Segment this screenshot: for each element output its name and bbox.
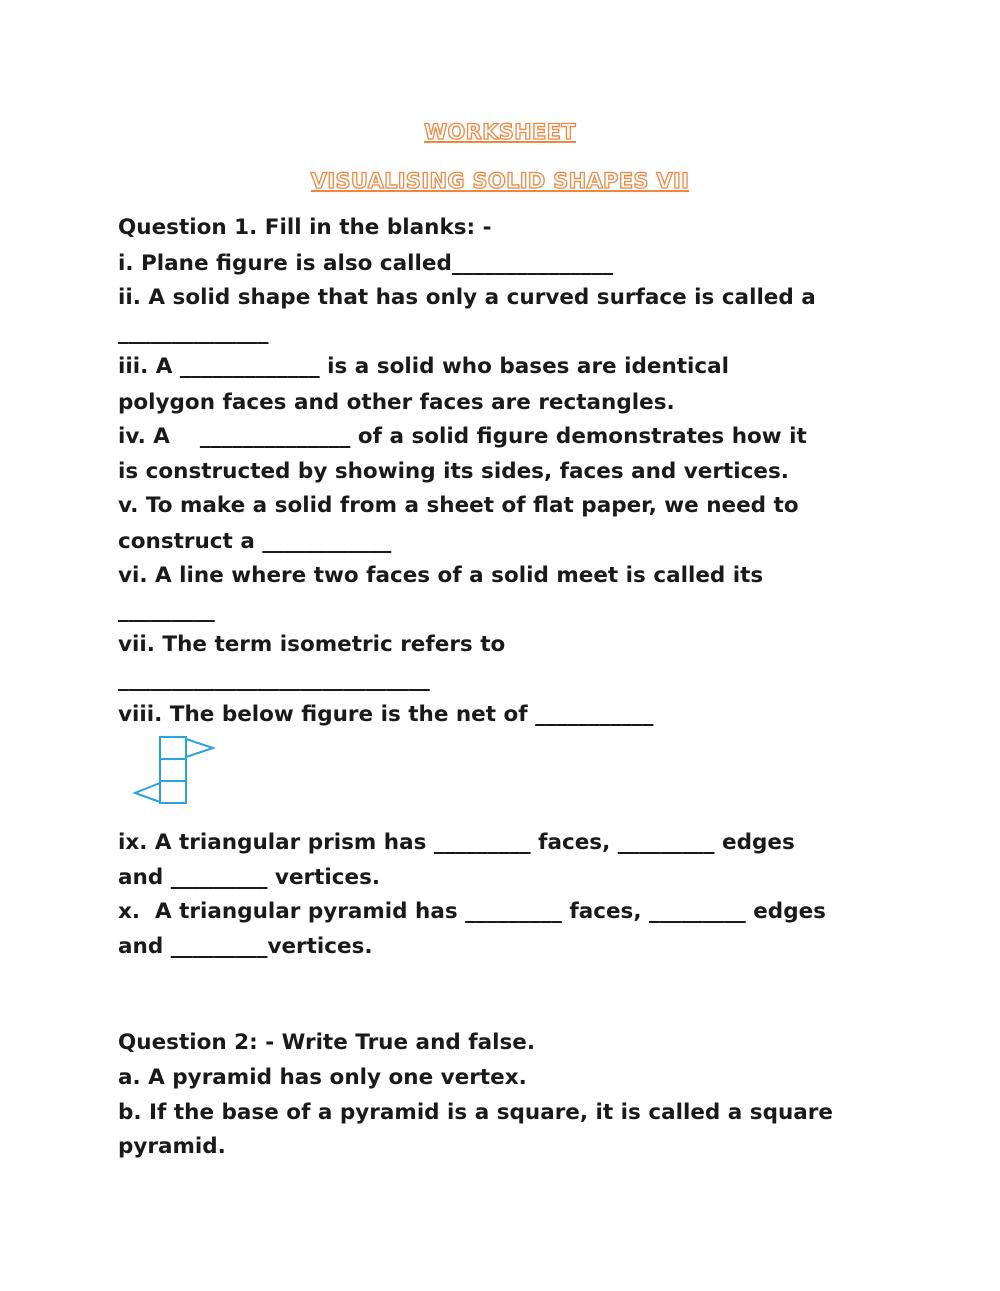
net-figure: [130, 735, 220, 807]
net-square-bottom: [160, 781, 186, 803]
question-2-line: a. A pyramid has only one vertex.: [118, 1065, 527, 1090]
question-2-heading: Question 2: - Write True and false.: [118, 1030, 536, 1055]
question-1-line: and _________ vertices.: [118, 865, 381, 890]
net-triangle-right: [186, 739, 213, 757]
question-1-line: construct a ____________: [118, 529, 392, 554]
question-1-line: and _________vertices.: [118, 934, 373, 959]
question-1-line: i. Plane figure is also called_______________: [118, 251, 614, 276]
question-1-line: _____________________________: [118, 667, 430, 692]
question-1-line: vi. A line where two faces of a solid meet is called its: [118, 563, 764, 588]
question-1-line: viii. The below figure is the net of ___________: [118, 702, 654, 727]
question-1-line: ______________: [118, 320, 269, 345]
question-2-line: b. If the base of a pyramid is a square, it is called a square: [118, 1100, 833, 1125]
question-1-line: v. To make a solid from a sheet of flat paper, we need to: [118, 493, 799, 518]
question-1-line: iv. A ______________ of a solid figure demonstrates how it: [118, 424, 807, 449]
worksheet-subtitle: VISUALISING SOLID SHAPES VII: [310, 169, 690, 193]
question-1-line: x. A triangular pyramid has _________ faces, _________ edges: [118, 899, 826, 924]
question-1-line: polygon faces and other faces are rectangles.: [118, 390, 675, 415]
question-1-line: vii. The term isometric refers to: [118, 632, 506, 657]
net-square-middle: [160, 759, 186, 781]
question-1-line: ix. A triangular prism has _________ faces, _________ edges: [118, 830, 795, 855]
net-triangle-left: [135, 783, 160, 802]
question-1-line: ii. A solid shape that has only a curved surface is called a: [118, 285, 816, 310]
net-square-top: [160, 737, 186, 759]
question-1-line: iii. A _____________ is a solid who bases are identical: [118, 354, 730, 379]
question-1-line: is constructed by showing its sides, faces and vertices.: [118, 459, 789, 484]
question-1-heading: Question 1. Fill in the blanks: -: [118, 215, 492, 240]
question-1-line: _________: [118, 598, 215, 623]
worksheet-title: WORKSHEET: [424, 120, 576, 144]
question-2-line: pyramid.: [118, 1134, 226, 1159]
